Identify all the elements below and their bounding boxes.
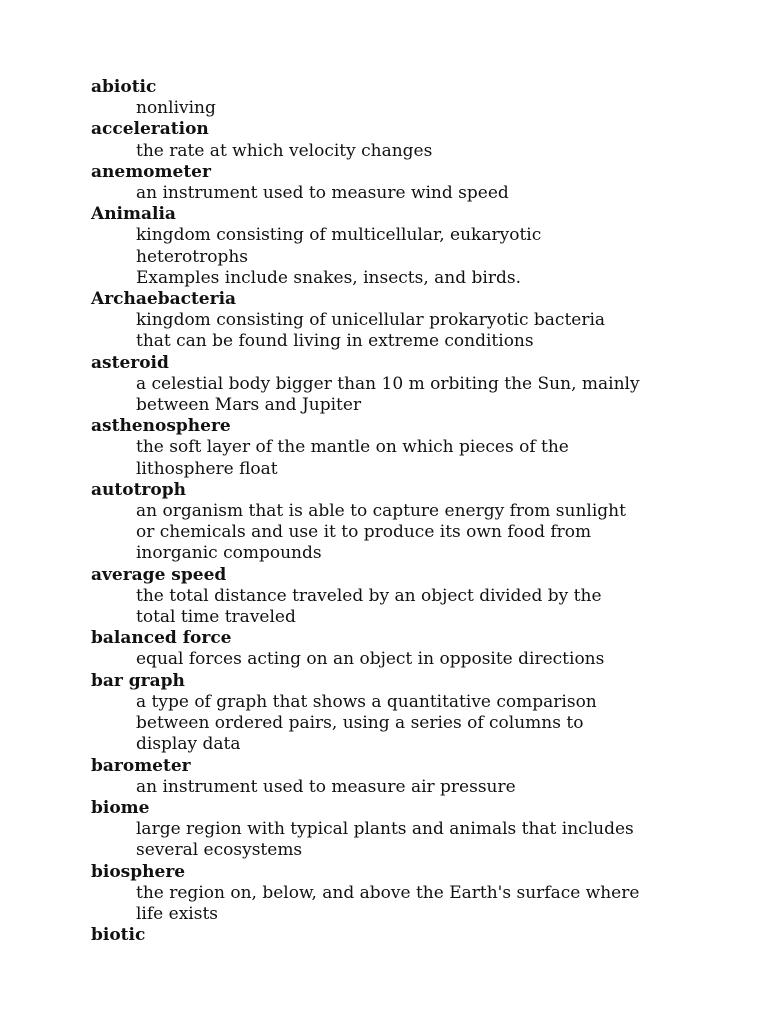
- glossary-entry: [91, 289, 711, 353]
- glossary-entry: [91, 798, 711, 862]
- glossary-entry: [91, 925, 711, 946]
- definition-line: inorganic compounds: [136, 543, 322, 564]
- glossary-entry: [91, 480, 711, 565]
- definition-line: that can be found living in extreme conditions: [136, 331, 534, 352]
- glossary-term: Archaebacteria: [91, 289, 237, 310]
- glossary-page: [91, 77, 711, 946]
- definition-line: the region on, below, and above the Earth's surface where: [136, 882, 640, 903]
- definition-line: an instrument used to measure air pressure: [136, 776, 516, 797]
- glossary-entry: [91, 119, 711, 161]
- glossary-term: biotic: [91, 925, 146, 946]
- glossary-term: anemometer: [91, 161, 211, 182]
- definition-line: kingdom consisting of multicellular, eukaryotic: [136, 225, 542, 246]
- glossary-entry: [91, 204, 711, 289]
- definition-line: lithosphere float: [136, 458, 278, 479]
- definition-example: Examples include snakes, insects, and birds.: [136, 267, 521, 288]
- definition-line: the total distance traveled by an object divided by the: [136, 585, 602, 606]
- definition-line: between ordered pairs, using a series of columns to: [136, 713, 584, 734]
- glossary-term: average speed: [91, 564, 227, 585]
- glossary-entry: [91, 162, 711, 204]
- definition-line: an instrument used to measure wind speed: [136, 183, 509, 204]
- glossary-entry: [91, 628, 711, 670]
- glossary-term: autotroph: [91, 479, 186, 500]
- definition-line: several ecosystems: [136, 840, 303, 861]
- definition-line: heterotrophs: [136, 246, 249, 267]
- glossary-term: asthenosphere: [91, 416, 231, 437]
- definition-line: equal forces acting on an object in opposite directions: [136, 649, 605, 670]
- glossary-term: balanced force: [91, 628, 232, 649]
- glossary-entry: [91, 565, 711, 629]
- definition-line: total time traveled: [136, 607, 296, 628]
- glossary-term: abiotic: [91, 77, 157, 97]
- glossary-term: bar graph: [91, 670, 185, 691]
- glossary-entry: [91, 756, 711, 798]
- definition-line: kingdom consisting of unicellular prokaryotic bacteria: [136, 310, 606, 331]
- glossary-term: biome: [91, 797, 150, 818]
- glossary-term: acceleration: [91, 119, 209, 140]
- definition-line: the soft layer of the mantle on which pieces of the: [136, 437, 569, 458]
- definition-line: a type of graph that shows a quantitative comparison: [136, 691, 597, 712]
- glossary-term: barometer: [91, 755, 191, 776]
- definition-line: an organism that is able to capture energy from sunlight: [136, 501, 626, 522]
- definition-line: nonliving: [136, 98, 216, 119]
- definition-line: the rate at which velocity changes: [136, 140, 433, 161]
- definition-line: large region with typical plants and animals that includes: [136, 819, 634, 840]
- glossary-entry: [91, 353, 711, 417]
- glossary-term: Animalia: [91, 204, 176, 225]
- glossary-entry: [91, 671, 711, 756]
- glossary-term: asteroid: [91, 352, 169, 373]
- definition-line: display data: [136, 734, 241, 755]
- definition-line: life exists: [136, 903, 218, 924]
- glossary-entry: [91, 416, 711, 480]
- definition-line: or chemicals and use it to produce its own food from: [136, 522, 592, 543]
- glossary-term: biosphere: [91, 861, 186, 882]
- definition-line: between Mars and Jupiter: [136, 395, 362, 416]
- glossary-entry: [91, 862, 711, 926]
- glossary-entry: [91, 77, 711, 119]
- definition-line: a celestial body bigger than 10 m orbiting the Sun, mainly: [136, 373, 640, 394]
